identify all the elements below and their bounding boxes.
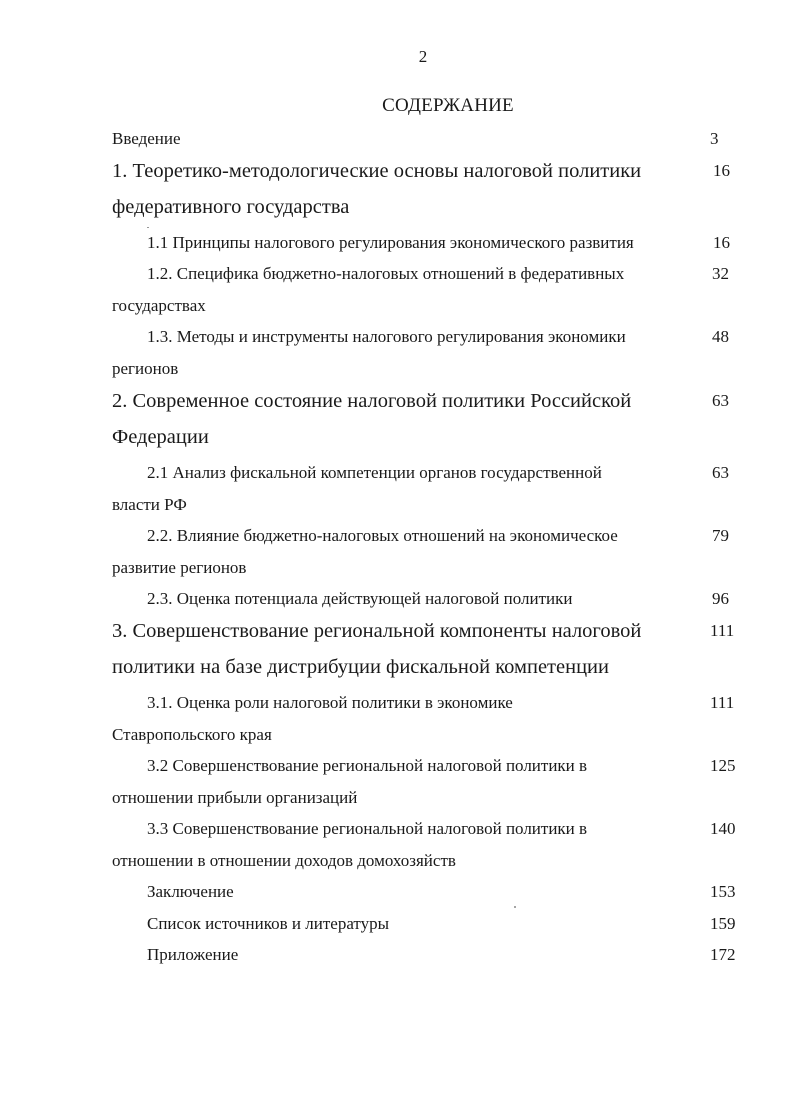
page-number: 2 bbox=[418, 47, 428, 66]
toc-section-3-2-line-1: 3.2 Совершенствование региональной налоговой политики в bbox=[147, 756, 588, 775]
toc-title: СОДЕРЖАНИЕ bbox=[382, 95, 514, 116]
toc-section-1-3-line-2: регионов bbox=[112, 359, 179, 378]
toc-section-2-3: 2.3. Оценка потенциала действующей налоговой политики bbox=[147, 589, 573, 608]
toc-page-number: 96 bbox=[712, 589, 729, 608]
toc-entry-conclusion: Заключение bbox=[147, 882, 234, 901]
toc-chapter-1-line-2: федеративного государства bbox=[112, 196, 350, 218]
toc-section-2-2-line-1: 2.2. Влияние бюджетно-налоговых отношений на экономическое bbox=[147, 526, 618, 545]
toc-entry-references: Список источников и литературы bbox=[147, 914, 390, 933]
toc-page-number: 111 bbox=[710, 693, 735, 712]
toc-page-number: 63 bbox=[712, 391, 729, 410]
toc-page-number: 32 bbox=[712, 264, 729, 283]
scan-speck bbox=[514, 906, 516, 908]
toc-page-number: 3 bbox=[710, 129, 719, 148]
toc-section-3-1-line-2: Ставропольского края bbox=[112, 725, 272, 744]
toc-section-1-3-line-1: 1.3. Методы и инструменты налогового регулирования экономики bbox=[147, 327, 626, 346]
toc-chapter-3-line-1: 3. Совершенствование региональной компоненты налоговой bbox=[112, 620, 642, 642]
toc-chapter-1-line-1: 1. Теоретико-методологические основы налоговой политики bbox=[112, 160, 642, 182]
toc-section-3-2-line-2: отношении прибыли организаций bbox=[112, 788, 358, 807]
toc-entry-introduction: Введение bbox=[112, 129, 181, 148]
toc-section-2-1-line-1: 2.1 Анализ фискальной компетенции органов государственной bbox=[147, 463, 602, 482]
toc-section-3-3-line-1: 3.3 Совершенствование региональной налоговой политики в bbox=[147, 819, 588, 838]
toc-section-2-2-line-2: развитие регионов bbox=[112, 558, 247, 577]
toc-chapter-2-line-1: 2. Современное состояние налоговой политики Российской bbox=[112, 390, 632, 412]
toc-page-number: 159 bbox=[710, 914, 736, 933]
toc-chapter-3-line-2: политики на базе дистрибуции фискальной компетенции bbox=[112, 656, 609, 678]
toc-page-number: 16 bbox=[713, 233, 730, 252]
toc-section-3-3-line-2: отношении в отношении доходов домохозяйств bbox=[112, 851, 456, 870]
toc-entry-appendix: Приложение bbox=[147, 945, 239, 964]
toc-section-1-2-line-2: государствах bbox=[112, 296, 206, 315]
toc-section-1-2-line-1: 1.2. Специфика бюджетно-налоговых отношений в федеративных bbox=[147, 264, 625, 283]
toc-chapter-2-line-2: Федерации bbox=[112, 426, 209, 448]
toc-section-1-1: 1.1 Принципы налогового регулирования экономического развития bbox=[147, 233, 634, 252]
toc-section-2-1-line-2: власти РФ bbox=[112, 495, 187, 514]
toc-page-number: 140 bbox=[710, 819, 736, 838]
toc-page-number: 111 bbox=[710, 621, 735, 640]
toc-page-number: 172 bbox=[710, 945, 736, 964]
toc-section-3-1-line-1: 3.1. Оценка роли налоговой политики в экономике bbox=[147, 693, 513, 712]
toc-page-number: 16 bbox=[713, 161, 730, 180]
toc-page-number: 153 bbox=[710, 882, 736, 901]
toc-page-number: 125 bbox=[710, 756, 736, 775]
toc-page-number: 63 bbox=[712, 463, 729, 482]
scan-speck bbox=[147, 227, 149, 228]
toc-page-number: 79 bbox=[712, 526, 729, 545]
toc-page-number: 48 bbox=[712, 327, 729, 346]
